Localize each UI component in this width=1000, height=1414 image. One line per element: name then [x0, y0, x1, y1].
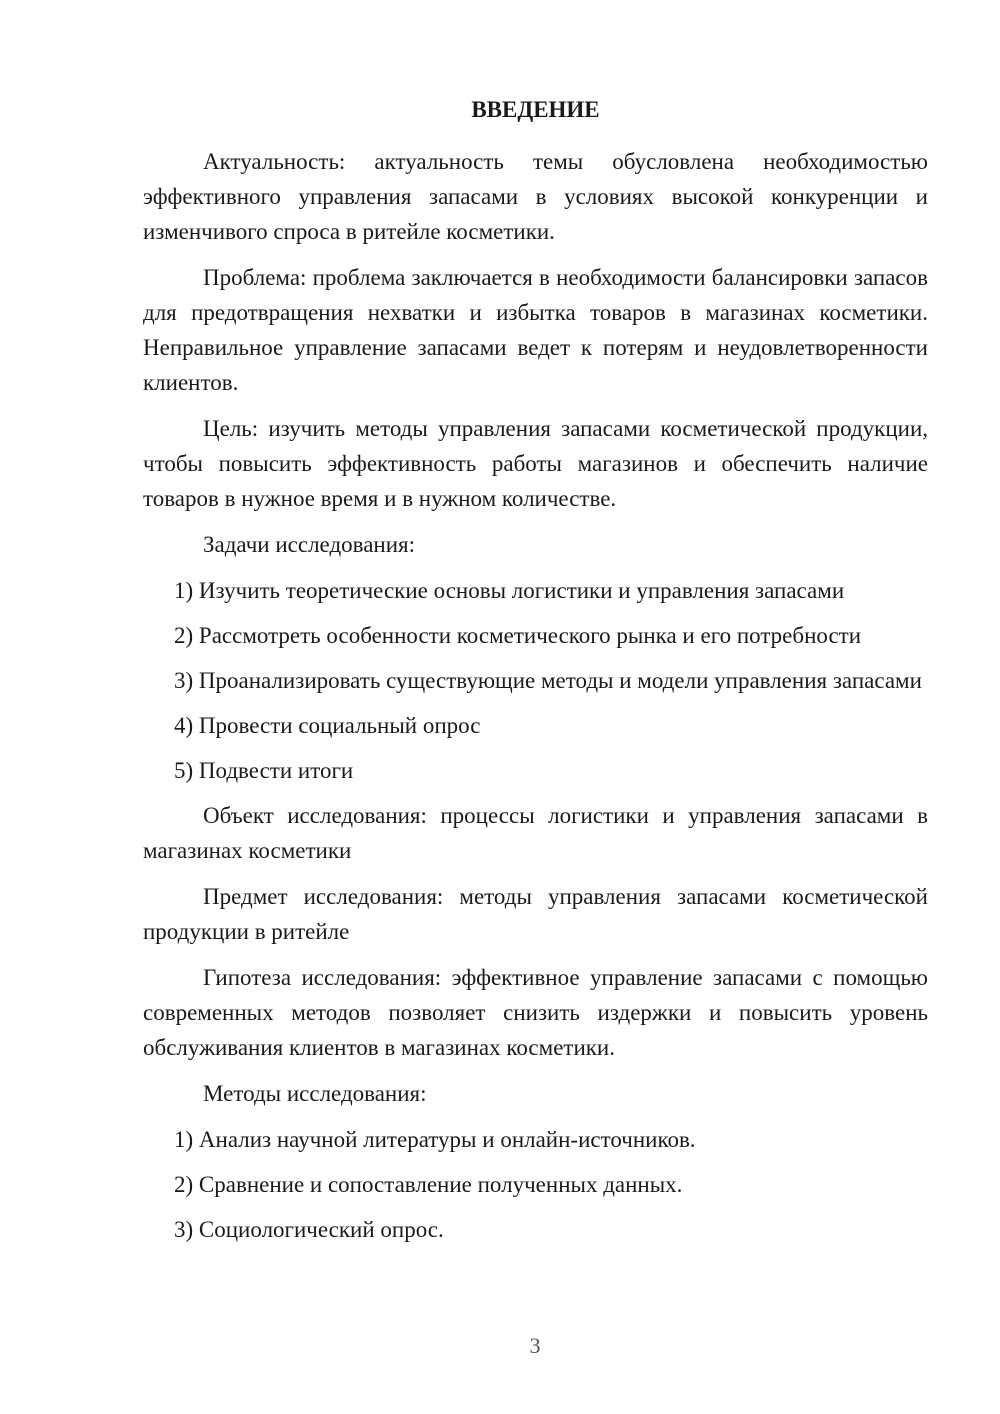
page-body	[143, 95, 928, 1257]
task-item-5: 5) Подвести итоги	[174, 758, 354, 783]
task-item-4: 4) Провести социальный опрос	[174, 713, 481, 738]
paragraph-relevance: Актуальность: актуальность темы обусловлена необходимостью эффективного управления запасами в условиях высокой конкуренции и изменчивого спроса в ритейле косметики.	[143, 149, 928, 244]
page-number: 3	[529, 1333, 541, 1358]
paragraph-goal: Цель: изучить методы управления запасами косметической продукции, чтобы повысить эффективность работы магазинов и обеспечить наличие товаров в нужное время и в нужном количестве.	[143, 416, 928, 511]
method-item-2: 2) Сравнение и сопоставление полученных данных.	[174, 1172, 683, 1197]
tasks-heading: Задачи исследования:	[203, 532, 416, 557]
task-item-1: 1) Изучить теоретические основы логистики и управления запасами	[174, 578, 845, 603]
methods-heading: Методы исследования:	[203, 1081, 427, 1106]
paragraph-subject: Предмет исследования: методы управления запасами косметической продукции в ритейле	[143, 884, 928, 944]
paragraph-object: Объект исследования: процессы логистики и управления запасами в магазинах косметики	[143, 803, 928, 863]
method-item-1: 1) Анализ научной литературы и онлайн-источников.	[174, 1127, 696, 1152]
method-item-3: 3) Социологический опрос.	[174, 1217, 444, 1242]
task-item-3: 3) Проанализировать существующие методы и модели управления запасами	[174, 668, 922, 693]
paragraph-hypothesis: Гипотеза исследования: эффективное управление запасами с помощью современных методов позволяет снизить издержки и повысить уровень обслуживания клиентов в магазинах косметики.	[143, 965, 928, 1060]
section-title: ВВЕДЕНИЕ	[471, 97, 600, 122]
paragraph-problem: Проблема: проблема заключается в необходимости балансировки запасов для предотвращения нехватки и избытка товаров в магазинах косметики. Неправильное управление запасами ведет к потерям и неудовлетворенности клиентов.	[143, 265, 928, 395]
task-item-2: 2) Рассмотреть особенности косметического рынка и его потребности	[174, 623, 862, 648]
